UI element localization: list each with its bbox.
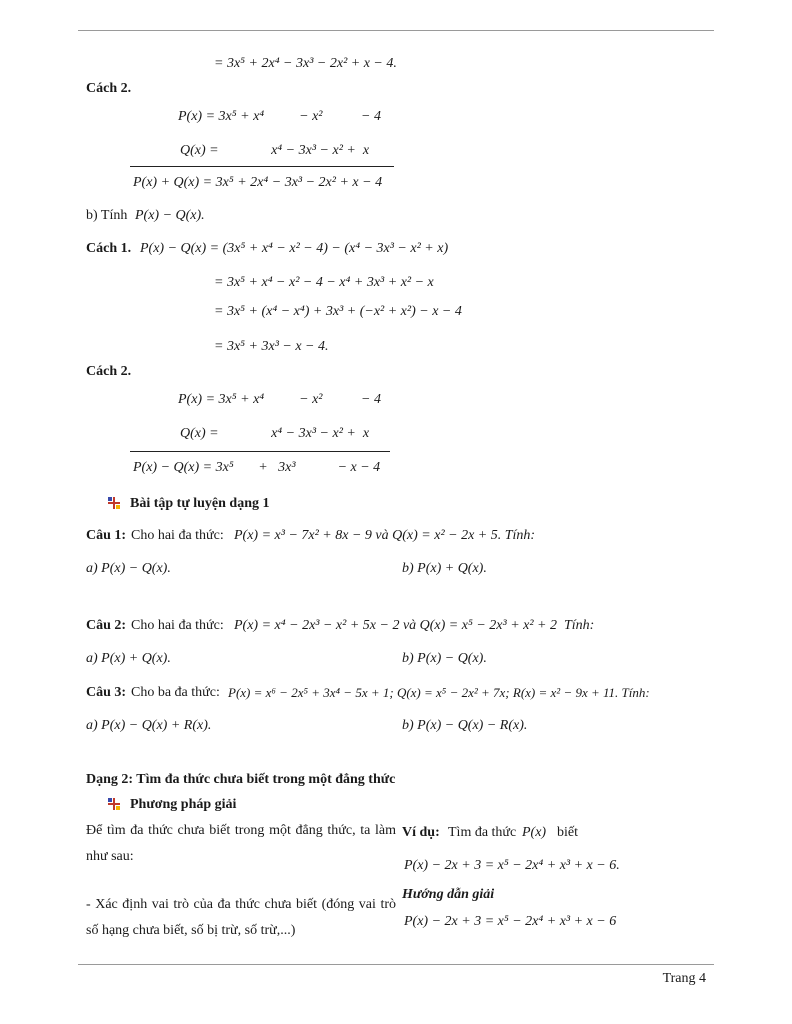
equation-line: = 3x⁵ + (x⁴ − x⁴) + 3x³ + (−x² + x²) − x − 4 xyxy=(214,304,462,319)
question-expr: P(x) = x³ − 7x² + 8x − 9 và Q(x) = x² − 2x + 5. Tính: xyxy=(234,528,536,543)
part-b-expr: P(x) − Q(x). xyxy=(135,208,205,223)
footer-rule xyxy=(78,964,714,965)
question-part-b: b) P(x) + Q(x). xyxy=(402,561,487,576)
equation-line: = 3x⁵ + x⁴ − x² − 4 − x⁴ + 3x³ + x² − x xyxy=(214,275,434,290)
question-part-b: b) P(x) − Q(x). xyxy=(402,651,487,666)
sum-rule xyxy=(130,166,394,167)
example-equation: P(x) − 2x + 3 = x⁵ − 2x⁴ + x³ + x − 6. xyxy=(404,858,620,873)
example-px: P(x) xyxy=(522,825,547,840)
method-paragraph: Để tìm đa thức chưa biết trong một đẳng thức, ta làm như sau: xyxy=(86,823,396,864)
equation-line: = 3x⁵ + 3x³ − x − 4. xyxy=(214,339,329,354)
question-part-a: a) P(x) − Q(x). xyxy=(86,561,171,576)
diff-rule xyxy=(130,451,390,452)
question-part-b: b) P(x) − Q(x) − R(x). xyxy=(402,718,528,733)
method-heading: Cách 1. xyxy=(86,241,132,256)
column-q: Q(x) = x⁴ − 3x³ − x² + x xyxy=(180,426,370,441)
solution-heading: Hướng dẫn giải xyxy=(402,887,495,902)
section-heading: Dạng 2: Tìm đa thức chưa biết trong một đẳng thức xyxy=(86,772,396,787)
question-text: Cho ba đa thức: xyxy=(131,685,220,700)
column-p: P(x) = 3x⁵ + x⁴ − x² − 4 xyxy=(178,109,381,124)
question-label: Câu 1: xyxy=(86,528,127,543)
column-sum: P(x) + Q(x) = 3x⁵ + 2x⁴ − 3x³ − 2x² + x − 4 xyxy=(133,175,383,190)
bullet-icon xyxy=(108,497,120,509)
subsection-heading: Phương pháp giải xyxy=(130,797,237,812)
column-p: P(x) = 3x⁵ + x⁴ − x² − 4 xyxy=(178,392,381,407)
header-rule xyxy=(78,30,714,31)
method-heading: Cách 2. xyxy=(86,364,132,379)
question-label: Câu 2: xyxy=(86,618,127,633)
question-text: Cho hai đa thức: xyxy=(131,618,224,633)
method-heading: Cách 2. xyxy=(86,81,132,96)
question-part-a: a) P(x) − Q(x) + R(x). xyxy=(86,718,212,733)
question-part-a: a) P(x) + Q(x). xyxy=(86,651,171,666)
method-paragraph: - Xác định vai trò của đa thức chưa biết (đóng vai trò số hạng chưa biết, số bị trừ, số trừ,...) xyxy=(86,897,396,938)
question-expr: P(x) = x⁴ − 2x³ − x² + 5x − 2 và Q(x) = x⁵ − 2x³ + x² + 2 Tính: xyxy=(234,618,595,633)
question-text: Cho hai đa thức: xyxy=(131,528,224,543)
page-number: Trang 4 xyxy=(662,971,706,986)
part-b-label: b) Tính xyxy=(86,208,128,223)
example-label: Ví dụ: xyxy=(402,825,440,840)
example-text: Tìm đa thức xyxy=(448,825,517,840)
equation-line: = 3x⁵ + 2x⁴ − 3x³ − 2x² + x − 4. xyxy=(214,56,397,71)
column-q: Q(x) = x⁴ − 3x³ − x² + x xyxy=(180,143,370,158)
question-expr: P(x) = x⁶ − 2x⁵ + 3x⁴ − 5x + 1; Q(x) = x⁵ − 2x² + 7x; R(x) = x² − 9x + 11. Tính: xyxy=(228,685,650,700)
equation-line: P(x) − Q(x) = (3x⁵ + x⁴ − x² − 4) − (x⁴ − 3x³ − x² + x) xyxy=(140,241,449,256)
solution-equation: P(x) − 2x + 3 = x⁵ − 2x⁴ + x³ + x − 6 xyxy=(404,914,617,929)
section-heading: Bài tập tự luyện dạng 1 xyxy=(130,496,270,511)
bullet-icon xyxy=(108,798,120,810)
question-label: Câu 3: xyxy=(86,685,127,700)
column-diff: P(x) − Q(x) = 3x⁵ + 3x³ − x − 4 xyxy=(133,460,381,475)
example-biet: biết xyxy=(557,825,578,840)
